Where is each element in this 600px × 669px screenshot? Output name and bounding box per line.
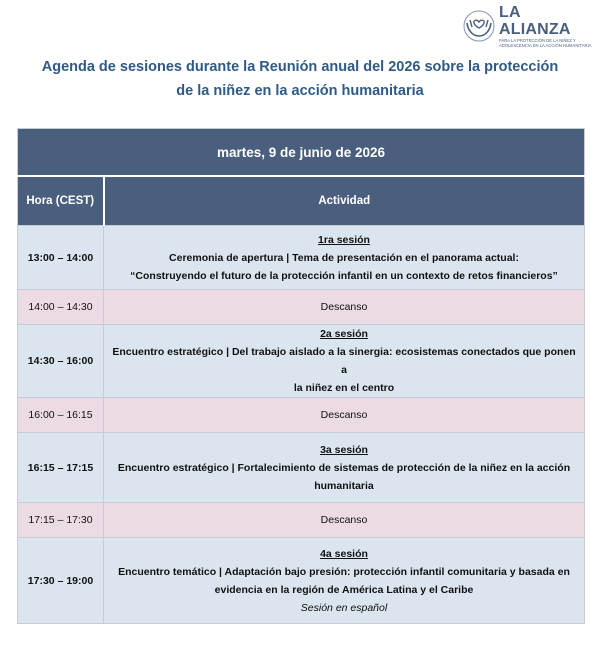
session-note: Sesión en español — [300, 601, 388, 614]
table-row — [18, 503, 585, 538]
hands-heart-logo-icon — [462, 9, 496, 43]
activity-line: Encuentro estratégico | Fortalecimiento de sistemas de protección de la niñez en la acción — [117, 461, 571, 474]
column-header-activity: Actividad — [104, 176, 585, 226]
activity-line: “Construyendo el futuro de la protección infantil en un contexto de retos financieros” — [130, 269, 558, 282]
row-activity — [104, 325, 585, 398]
activity-line: la niñez en el centro — [293, 382, 395, 394]
page-title — [30, 55, 570, 103]
row-time: 16:00 – 16:15 — [18, 398, 104, 433]
activity-line: Ceremonia de apertura | Tema de presentación en el panorama actual: — [169, 251, 519, 264]
logo — [462, 4, 594, 48]
table-row — [18, 290, 585, 325]
row-activity: Descanso — [104, 503, 585, 538]
row-time: 17:15 – 17:30 — [18, 503, 104, 538]
row-activity — [104, 538, 585, 624]
activity-line: humanitaria — [314, 479, 374, 492]
row-activity: Descanso — [104, 290, 585, 325]
table-row — [18, 538, 585, 624]
activity-line: Encuentro estratégico | Del trabajo aislado a la sinergia: ecosistemas conectados que ponen a — [112, 346, 576, 376]
row-activity — [104, 433, 585, 503]
activity-line: Encuentro temático | Adaptación bajo presión: protección infantil comunitaria y basada en — [118, 565, 570, 578]
row-time: 13:00 – 14:00 — [18, 226, 104, 290]
table-row — [18, 226, 585, 290]
row-time: 14:00 – 14:30 — [18, 290, 104, 325]
row-time: 17:30 – 19:00 — [18, 538, 104, 624]
logo-name: LA ALIANZA — [499, 4, 571, 38]
activity-line: evidencia en la región de América Latina y el Caribe — [214, 583, 474, 596]
logo-subtitle-2: ADOLESCENCIA EN LA ACCIÓN HUMANITARIA — [499, 43, 592, 48]
session-label: 2a sesión — [320, 328, 368, 340]
session-label: 1ra sesión — [318, 233, 370, 246]
title-line-2: de la niñez en la acción humanitaria — [176, 83, 424, 99]
agenda-table — [17, 128, 585, 624]
row-time: 16:15 – 17:15 — [18, 433, 104, 503]
row-time: 14:30 – 16:00 — [18, 325, 104, 398]
agenda-date: martes, 9 de junio de 2026 — [18, 129, 585, 177]
row-activity — [104, 226, 585, 290]
logo-subtitle-1: PARA LA PROTECCIÓN DE LA NIÑEZ Y — [499, 38, 576, 43]
session-label: 4a sesión — [320, 547, 368, 560]
table-row — [18, 433, 585, 503]
session-label: 3a sesión — [320, 443, 368, 456]
table-row — [18, 398, 585, 433]
title-line-1: Agenda de sesiones durante la Reunión anual del 2026 sobre la protección — [41, 59, 559, 75]
row-activity: Descanso — [104, 398, 585, 433]
column-header-time: Hora (CEST) — [18, 176, 104, 226]
table-row — [18, 325, 585, 398]
